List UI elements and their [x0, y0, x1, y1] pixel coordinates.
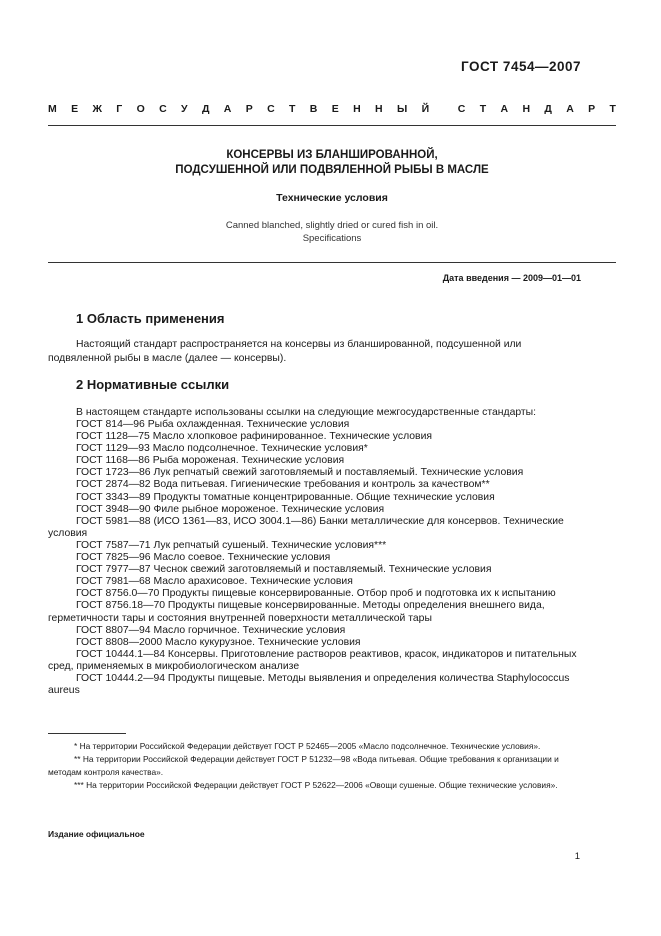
footnote-item: ** На территории Российской Федерации действует ГОСТ Р 51232—98 «Вода питьевая. Общие требования к организации и методам контроля качества». [48, 754, 559, 777]
gost-number: ГОСТ 7454—2007 [461, 59, 581, 74]
banner-letter: Т [609, 103, 616, 115]
title-rule [48, 262, 616, 263]
banner-letter: Е [331, 103, 339, 115]
title-line-1: КОНСЕРВЫ ИЗ БЛАНШИРОВАННОЙ, [226, 149, 438, 161]
banner-letter: Й [421, 103, 430, 115]
reference-item: ГОСТ 3343—89 Продукты томатные концентрированные. Общие технические условия [76, 491, 495, 503]
banner-letter: Г [116, 103, 123, 115]
banner-letter: Е [71, 103, 79, 115]
banner-letter: Н [353, 103, 361, 115]
banner-letter: Ж [92, 103, 102, 115]
reference-item: ГОСТ 7825—96 Масло соевое. Технические условия [76, 552, 331, 564]
reference-item: ГОСТ 814—96 Рыба охлажденная. Технические условия [76, 419, 350, 430]
english-title [48, 219, 616, 245]
footnote-rule [48, 733, 126, 734]
reference-item: ГОСТ 7587—71 Лук репчатый сушеный. Технические условия*** [76, 539, 387, 551]
banner-letter: М [48, 103, 57, 115]
edition-label: Издание официальное [48, 829, 145, 839]
section-1-heading: 1 Область применения [76, 311, 225, 326]
english-title-line-1: Canned blanched, slightly dried or cured fish in oil. [225, 220, 439, 231]
banner-letter: Н [375, 103, 383, 115]
banner-letter: С [457, 103, 466, 115]
banner-letter: Р [588, 103, 596, 115]
footnote-item: *** На территории Российской Федерации действует ГОСТ Р 52622—2006 «Овощи сушеные. Общие технические условия». [74, 780, 558, 790]
document-subtitle: Технические условия [276, 192, 388, 204]
introduction-date: Дата введения — 2009—01—01 [442, 273, 581, 283]
reference-item: ГОСТ 8807—94 Масло горчичное. Технические условия [76, 624, 346, 636]
banner-letter: С [159, 103, 167, 115]
page-number: 1 [574, 851, 580, 862]
section-2-heading: 2 Нормативные ссылки [76, 377, 230, 392]
reference-item: ГОСТ 8808—2000 Масло кукурузное. Технические условия [76, 636, 361, 648]
footnotes [48, 740, 582, 792]
document-title [48, 148, 616, 178]
section-2-intro: В настоящем стандарте использованы ссылки на следующие межгосударственные стандарты: [76, 407, 537, 418]
reference-item: ГОСТ 7977—87 Чеснок свежий заготовляемый и поставляемый. Технические условия [76, 564, 492, 576]
reference-item: ГОСТ 8756.0—70 Продукты пищевые консервированные. Отбор проб и подготовка их к испытанию [76, 588, 556, 600]
banner-letter: Т [289, 103, 296, 115]
reference-item: ГОСТ 8756.18—70 Продукты пищевые консервированные. Методы определения внешнего вида, герметичности тары и состояния внутренней поверхности металлической тары [48, 600, 545, 624]
banner-letter: Т [479, 103, 487, 115]
interstate-standard-banner [48, 103, 616, 115]
banner-letter: С [267, 103, 275, 115]
banner-letter: А [566, 103, 574, 115]
banner-letter: Д [544, 103, 552, 115]
reference-item: ГОСТ 2874—82 Вода питьевая. Гигиенические требования и контроль за качеством** [76, 479, 490, 491]
banner-letter: В [309, 103, 318, 115]
banner-letter: Ы [396, 103, 408, 115]
reference-item: ГОСТ 1168—86 Рыба мороженая. Технические условия [76, 455, 345, 467]
section-1-text: Настоящий стандарт распространяется на консервы из бланшированной, подсушенной или подвяленной рыбы в масле (далее — консервы). [48, 339, 522, 364]
banner-letter: О [136, 103, 145, 115]
reference-list [48, 419, 582, 697]
banner-letter: Н [522, 103, 531, 115]
reference-item: ГОСТ 1128—75 Масло хлопковое рафинированное. Технические условия [76, 431, 432, 443]
footnote-item: * На территории Российской Федерации действует ГОСТ Р 52465—2005 «Масло подсолнечное. Технические условия». [74, 741, 541, 751]
header-rule [48, 125, 616, 126]
reference-item: ГОСТ 10444.1—84 Консервы. Приготовление растворов реактивов, красок, индикаторов и питательных сред, применяемых в микробиологическом анализе [48, 648, 577, 672]
reference-item: ГОСТ 10444.2—94 Продукты пищевые. Методы выявления и определения количества Staphylococcus aureus [48, 672, 570, 697]
reference-item: ГОСТ 3948—90 Филе рыбное мороженое. Технические условия [76, 503, 385, 515]
banner-letter: А [500, 103, 509, 115]
reference-item: ГОСТ 1129—93 Масло подсолнечное. Технические условия* [76, 443, 368, 455]
banner-letter: У [181, 103, 188, 115]
reference-item: ГОСТ 5981—88 (ИСО 1361—83, ИСО 3004.1—86) Банки металлические для консервов. Технические условия [48, 515, 564, 539]
banner-letter: А [223, 103, 232, 115]
reference-item: ГОСТ 7981—68 Масло арахисовое. Технические условия [76, 576, 353, 588]
reference-item: ГОСТ 1723—86 Лук репчатый свежий заготовляемый и поставляемый. Технические условия [76, 467, 524, 479]
banner-letter: Д [201, 103, 210, 115]
banner-letter: Р [245, 103, 253, 115]
english-title-line-2: Specifications [302, 233, 362, 244]
title-line-2: ПОДСУШЕННОЙ ИЛИ ПОДВЯЛЕННОЙ РЫБЫ В МАСЛЕ [175, 164, 489, 176]
